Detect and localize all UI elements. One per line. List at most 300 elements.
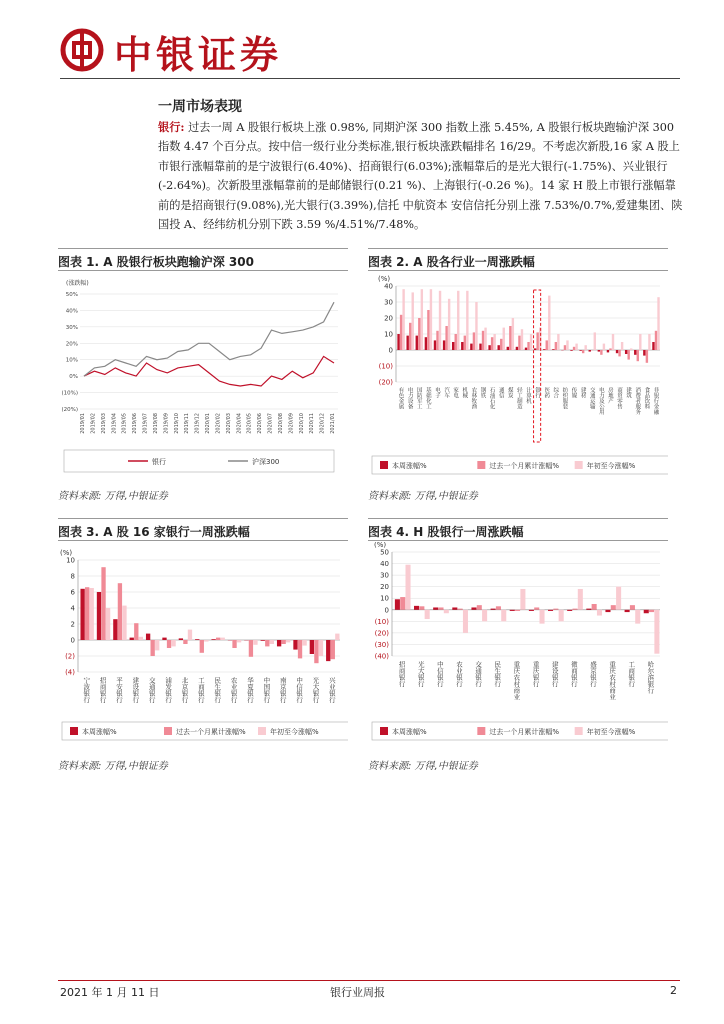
section-body <box>158 118 684 234</box>
fig4-top-rule <box>368 518 668 519</box>
bar <box>277 640 281 646</box>
bar <box>557 334 559 350</box>
y-tick-label: (40) <box>374 652 389 661</box>
x-tick-label: 2019/05 <box>121 413 128 434</box>
x-tick-label: 轻工制造 <box>515 387 522 409</box>
y-axis-label: (%) <box>374 542 387 549</box>
x-tick-label: 非银行金融 <box>652 387 659 415</box>
figure1-source: 资料来源: 万得,中银证券 <box>58 491 168 502</box>
figure3-title: 图表 3. A 股 16 家银行一周涨跌幅 <box>58 525 250 539</box>
bar <box>586 609 591 610</box>
legend-swatch <box>575 461 583 469</box>
bar <box>470 344 472 350</box>
bar <box>652 342 654 350</box>
bar <box>419 606 424 609</box>
y-tick-label: 6 <box>70 588 75 597</box>
bar <box>515 610 520 611</box>
bar <box>310 640 314 654</box>
y-tick-label: 50 <box>380 548 389 557</box>
x-tick-label: 石油石化 <box>488 387 495 409</box>
bar <box>463 610 468 633</box>
x-tick-label: 有色金属 <box>397 387 404 409</box>
figure2-source: 资料来源: 万得,中银证券 <box>368 491 478 502</box>
footer-date: 2021 年 1 月 11 日 <box>60 986 160 999</box>
bar <box>584 345 586 350</box>
bar <box>488 345 490 350</box>
x-tick-label: 2020/11 <box>309 413 316 434</box>
bar <box>106 608 110 640</box>
bar <box>122 606 126 640</box>
bar <box>162 638 166 640</box>
x-tick-label: 光大银行 <box>416 661 425 687</box>
y-tick-label: 0% <box>69 374 78 381</box>
bar <box>482 331 484 350</box>
y-tick-label: (10) <box>378 362 393 371</box>
bar <box>564 345 566 350</box>
bar <box>90 588 94 640</box>
figure4-title: 图表 4. H 股银行一周涨跌幅 <box>368 525 524 539</box>
bar <box>433 607 438 609</box>
bar <box>594 332 596 350</box>
bar <box>530 334 532 350</box>
header <box>60 20 680 78</box>
bar <box>516 347 518 350</box>
bar <box>211 639 215 640</box>
y-tick-label: 0 <box>70 636 75 645</box>
bar <box>570 350 572 351</box>
bar <box>553 609 558 610</box>
y-tick-label: 30% <box>65 324 78 331</box>
section-title: 一周市场表现 <box>158 99 242 115</box>
bar <box>518 336 520 350</box>
y-tick-label: 20 <box>384 314 393 323</box>
y-tick-label: 0 <box>384 606 389 615</box>
fig2-title-rule <box>368 270 668 271</box>
x-tick-label: 汽车 <box>443 387 450 398</box>
legend-label: 银行 <box>152 458 166 466</box>
legend-label: 本周涨幅% <box>82 728 117 736</box>
x-tick-label: 农林牧渔 <box>470 387 477 409</box>
x-tick-label: 2019/02 <box>90 413 97 434</box>
x-tick-label: 2019/04 <box>111 413 118 434</box>
y-tick-label: (10) <box>374 617 389 626</box>
bar <box>579 350 581 351</box>
bar <box>548 296 550 350</box>
bar <box>621 342 623 350</box>
x-tick-label: 2020/03 <box>225 413 232 434</box>
bar <box>397 334 399 350</box>
bar <box>534 607 539 609</box>
bar <box>500 339 502 350</box>
x-tick-label: 建设银行 <box>131 677 140 703</box>
bar <box>521 329 523 350</box>
bar <box>509 326 511 350</box>
x-tick-label: 盛京银行 <box>589 661 597 687</box>
fig2-top-rule <box>368 248 668 249</box>
x-tick-label: 食品饮料 <box>643 387 650 409</box>
bar <box>520 589 525 610</box>
x-tick-label: 2019/06 <box>132 413 139 434</box>
bar <box>625 350 627 354</box>
bar <box>298 640 302 658</box>
fig4-title-rule <box>368 540 668 541</box>
bar <box>575 344 577 350</box>
x-tick-label: 农业银行 <box>455 661 463 687</box>
y-tick-label: 40% <box>65 308 78 315</box>
bar <box>130 638 134 640</box>
figure3-source: 资料来源: 万得,中银证券 <box>58 761 168 772</box>
bar <box>589 350 591 352</box>
y-tick-label: (20) <box>374 629 389 638</box>
x-tick-label: 交通银行 <box>147 677 156 703</box>
bar <box>643 350 645 356</box>
bar <box>414 606 419 610</box>
y-tick-label: (20%) <box>61 407 78 413</box>
x-tick-label: 钢铁 <box>479 387 486 398</box>
bar <box>491 337 493 350</box>
x-tick-label: 2019/01 <box>80 413 86 434</box>
bar <box>314 640 318 663</box>
bar <box>482 610 487 622</box>
bar <box>507 347 509 350</box>
x-tick-label: 2019/08 <box>152 413 159 434</box>
legend-swatch <box>164 727 172 735</box>
y-axis-label: (%) <box>60 549 73 557</box>
legend-label: 沪深300 <box>252 458 280 466</box>
legend-label: 过去一个月累计涨幅% <box>176 728 246 736</box>
bar <box>493 334 495 350</box>
bar <box>395 599 400 609</box>
x-tick-label: 商贸零售 <box>616 387 623 409</box>
figure2-chart <box>368 274 668 484</box>
x-tick-label: 纺织服装 <box>561 387 568 409</box>
x-tick-label: 2020/01 <box>205 413 211 434</box>
legend-label: 年初至今涨幅% <box>586 462 636 470</box>
legend-swatch <box>575 727 583 735</box>
bar <box>611 605 616 610</box>
x-tick-label: 电子 <box>433 387 440 398</box>
bar <box>237 640 241 642</box>
y-axis-label: (%) <box>378 275 391 283</box>
bar <box>578 589 583 610</box>
x-tick-label: 重庆银行 <box>531 661 540 687</box>
bar <box>627 350 629 360</box>
series-line-bank <box>84 356 334 386</box>
x-tick-label: 光大银行 <box>311 677 320 703</box>
bar <box>406 336 408 350</box>
bar <box>605 610 610 612</box>
bar <box>134 623 138 640</box>
bar <box>221 638 225 640</box>
bar <box>204 640 208 642</box>
x-tick-label: 2019/12 <box>194 413 201 434</box>
bar <box>637 350 639 361</box>
bar <box>412 292 414 350</box>
legend-swatch <box>70 727 78 735</box>
x-tick-label: 2019/03 <box>100 413 107 434</box>
figure4-source: 资料来源: 万得,中银证券 <box>368 761 478 772</box>
bar <box>496 606 501 609</box>
x-tick-label: 中国银行 <box>262 677 271 703</box>
bar <box>510 610 515 611</box>
x-tick-label: 2019/11 <box>184 413 191 434</box>
y-tick-label: 30 <box>380 571 389 580</box>
bar <box>261 640 265 641</box>
legend-label: 本周涨幅% <box>392 728 427 736</box>
x-tick-label: 平安银行 <box>114 677 123 703</box>
bar <box>464 336 466 350</box>
y-tick-label: 10 <box>66 556 75 565</box>
y-tick-label: 40 <box>384 282 393 291</box>
bar <box>80 589 84 640</box>
bar <box>479 344 481 350</box>
bar <box>573 347 575 350</box>
x-tick-label: 交通运输 <box>588 387 595 409</box>
bar <box>529 610 534 611</box>
y-tick-label: 10 <box>380 594 389 603</box>
bar <box>471 607 476 609</box>
bar <box>249 640 253 657</box>
bar <box>512 318 514 350</box>
bar <box>232 640 236 648</box>
bar <box>146 634 150 640</box>
y-tick-label: 40 <box>380 560 389 569</box>
header-rule <box>60 78 680 79</box>
bar <box>625 610 630 612</box>
bar <box>597 610 602 616</box>
bar <box>609 348 611 350</box>
x-tick-label: 建设银行 <box>550 661 559 687</box>
legend-swatch <box>258 727 266 735</box>
bar <box>634 350 636 355</box>
bar <box>527 342 529 350</box>
x-tick-label: 中信银行 <box>295 677 304 703</box>
bar <box>436 331 438 350</box>
x-tick-label: 电力及公用 <box>597 387 604 415</box>
x-tick-label: 医药 <box>543 387 550 398</box>
x-tick-label: 工商银行 <box>196 677 205 703</box>
bar <box>546 340 548 350</box>
bar <box>302 640 306 646</box>
x-tick-label: 银行 <box>534 387 541 398</box>
fig1-top-rule <box>58 248 348 249</box>
x-tick-label: 机械 <box>461 387 468 398</box>
y-tick-label: (4) <box>65 668 75 677</box>
x-tick-label: 传媒 <box>570 387 577 398</box>
y-tick-label: 20 <box>380 583 389 592</box>
bar <box>455 334 457 350</box>
y-tick-label: 50% <box>65 292 78 298</box>
x-tick-label: 2019/09 <box>163 413 170 434</box>
figure3-chart <box>58 542 348 747</box>
bar <box>582 350 584 353</box>
bar <box>475 302 477 350</box>
footer-rule <box>58 980 680 981</box>
bar <box>200 640 204 653</box>
x-tick-label: 宁波银行 <box>82 677 91 703</box>
bar <box>501 610 506 622</box>
bar <box>592 604 597 610</box>
x-tick-label: 电力设备 <box>406 387 413 409</box>
bar <box>188 630 192 640</box>
bar <box>293 640 297 650</box>
y-tick-label: (10%) <box>61 390 78 397</box>
bar <box>461 342 463 350</box>
bar <box>430 289 432 350</box>
x-tick-label: 通信 <box>497 387 504 398</box>
bar <box>635 610 640 624</box>
x-tick-label: 家电 <box>452 387 459 398</box>
bar <box>657 297 659 350</box>
bar <box>270 640 274 644</box>
x-tick-label: 2020/10 <box>298 413 305 434</box>
bar <box>151 640 155 656</box>
legend-swatch <box>477 461 485 469</box>
bar <box>434 340 436 350</box>
y-tick-label: 10% <box>65 357 78 364</box>
y-tick-label: 30 <box>384 298 393 307</box>
bar <box>612 334 614 350</box>
x-tick-label: 工商银行 <box>627 661 636 687</box>
bar <box>439 291 441 350</box>
x-tick-label: 基础化工 <box>424 387 431 409</box>
bar <box>452 342 454 350</box>
bar <box>540 610 545 624</box>
x-tick-label: 交通银行 <box>474 661 483 687</box>
bar <box>425 337 427 350</box>
bar <box>179 638 183 640</box>
bar <box>195 639 199 640</box>
legend-box <box>64 450 334 472</box>
x-tick-label: 北京银行 <box>180 677 189 703</box>
bar <box>438 607 443 609</box>
bar <box>552 349 554 350</box>
y-tick-label: 0 <box>388 346 393 355</box>
bar <box>402 289 404 350</box>
bar <box>216 638 220 640</box>
legend-swatch <box>380 461 388 469</box>
bar <box>155 640 159 650</box>
x-tick-label: 建材 <box>579 387 586 398</box>
x-tick-label: 哈尔滨银行 <box>646 661 655 694</box>
x-tick-label: 浦发银行 <box>164 677 173 703</box>
bar <box>630 605 635 610</box>
bar <box>400 597 405 610</box>
bar <box>425 610 430 619</box>
x-tick-label: 2020/06 <box>257 413 264 434</box>
y-axis-label: (涨跌幅) <box>66 280 89 287</box>
legend-swatch <box>380 727 388 735</box>
y-tick-label: (20) <box>378 378 393 387</box>
figure1-chart <box>58 274 348 484</box>
bar <box>97 592 101 640</box>
bar <box>253 640 257 645</box>
bar <box>536 332 538 350</box>
bar <box>400 315 402 350</box>
bar <box>572 609 577 610</box>
bar <box>416 336 418 350</box>
bar <box>534 348 536 350</box>
bar <box>630 348 632 350</box>
x-tick-label: 重庆农村商业 <box>512 661 521 700</box>
bar <box>498 345 500 350</box>
bar <box>452 607 457 609</box>
bar <box>445 326 447 350</box>
bar <box>649 610 654 612</box>
figure4-chart <box>368 542 668 747</box>
bar <box>598 350 600 352</box>
bar <box>265 640 269 646</box>
bar <box>616 587 621 610</box>
legend-swatch <box>477 727 485 735</box>
bar <box>118 583 122 640</box>
x-tick-label: 南京银行 <box>278 677 287 703</box>
bar <box>654 610 659 654</box>
bar <box>326 640 330 661</box>
bar <box>406 565 411 610</box>
bar <box>655 331 657 350</box>
bar <box>457 291 459 350</box>
bar <box>85 587 89 640</box>
section-lead: 银行: <box>158 120 185 134</box>
footer-report: 银行业周报 <box>330 986 385 999</box>
bar <box>443 340 445 350</box>
bar <box>555 342 557 350</box>
x-tick-label: 2019/07 <box>142 413 149 434</box>
bar <box>603 344 605 350</box>
x-tick-label: 2020/05 <box>246 413 253 434</box>
x-tick-label: 2020/09 <box>288 413 295 434</box>
x-tick-label: 民生银行 <box>213 677 222 703</box>
x-tick-label: 消费者服务 <box>634 387 641 415</box>
bar <box>491 609 496 610</box>
y-tick-label: 20% <box>65 341 78 348</box>
figure2-title: 图表 2. A 股各行业一周涨跌幅 <box>368 255 535 269</box>
fig3-title-rule <box>58 540 348 541</box>
x-tick-label: 计算机 <box>525 387 531 404</box>
bar <box>607 350 609 352</box>
bar <box>484 328 486 350</box>
bar <box>525 348 527 350</box>
x-tick-label: 2020/02 <box>215 413 222 434</box>
bar <box>566 340 568 350</box>
x-tick-label: 重庆农村商业 <box>608 661 617 700</box>
x-tick-label: 2021/01 <box>330 413 336 434</box>
x-tick-label: 综合 <box>552 387 559 398</box>
bar <box>448 299 450 350</box>
y-tick-label: (30) <box>374 640 389 649</box>
bar <box>559 610 564 622</box>
bar <box>335 634 339 640</box>
bar <box>543 349 545 350</box>
legend-label: 过去一个月累计涨幅% <box>489 728 559 736</box>
bar <box>618 350 620 356</box>
bar <box>458 609 463 610</box>
bar <box>548 610 553 611</box>
bar <box>644 610 649 613</box>
y-tick-label: 8 <box>70 572 75 581</box>
bar <box>567 610 572 611</box>
bar <box>473 332 475 350</box>
bar <box>183 640 187 644</box>
legend-label: 年初至今涨幅% <box>270 728 319 736</box>
x-tick-label: 2020/04 <box>236 413 243 434</box>
bar <box>646 350 648 363</box>
x-tick-label: 农业银行 <box>229 677 238 703</box>
bar <box>286 640 290 642</box>
bar <box>331 640 335 659</box>
y-tick-label: 10 <box>384 330 393 339</box>
